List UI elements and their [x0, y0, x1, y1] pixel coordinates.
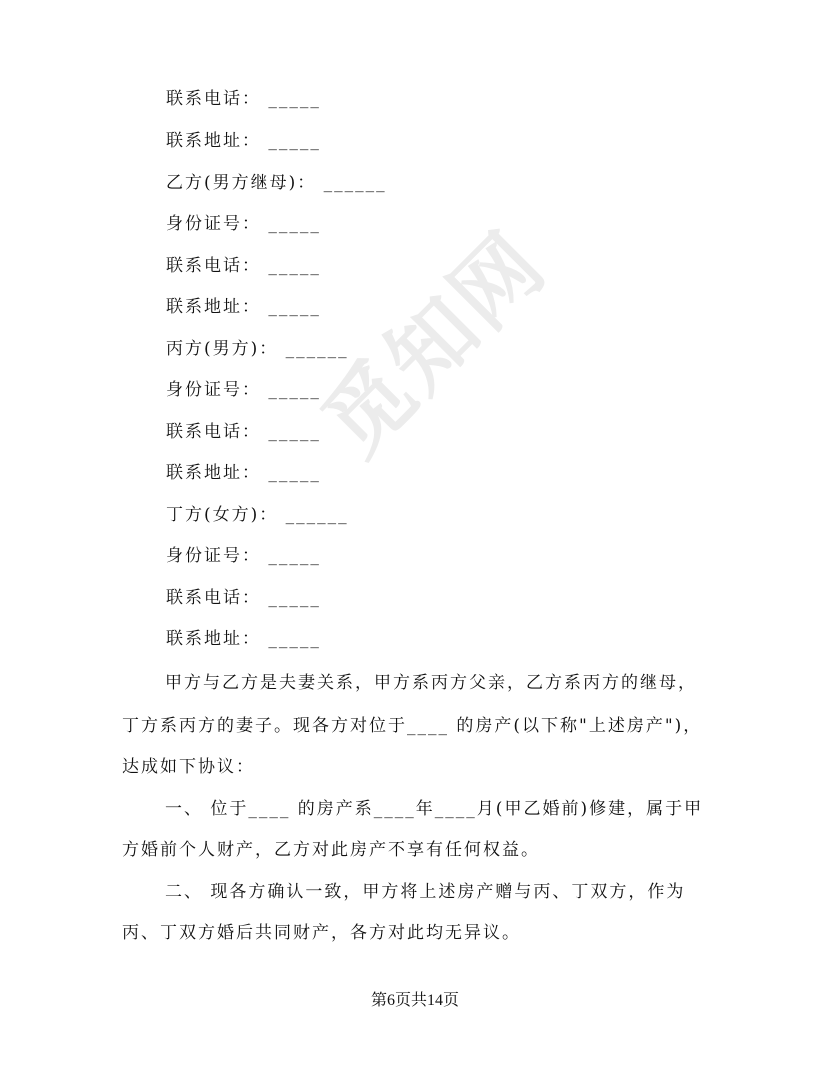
clause-two: 二、 现各方确认一致，甲方将上述房产赠与丙、丁双方，作为 — [165, 882, 686, 902]
field-contact-phone: 联系电话： _____ — [166, 256, 321, 276]
field-contact-phone: 联系电话： _____ — [166, 422, 321, 442]
clause-one: 一、 位于____ 的房产系____年____月(甲乙婚前)修建，属于甲 — [165, 799, 704, 819]
watermark: 觅知网 — [304, 213, 566, 475]
field-contact-address: 联系地址： _____ — [166, 131, 321, 151]
paragraph-line: 达成如下协议： — [122, 757, 255, 777]
field-party-d: 丁方(女方)： ______ — [166, 505, 349, 525]
field-id-number: 身份证号： _____ — [166, 214, 321, 234]
paragraph-line: 方婚前个人财产，乙方对此房产不享有任何权益。 — [122, 840, 540, 860]
page-number: 第6页共14页 — [370, 992, 459, 1009]
paragraph-line: 甲方与乙方是夫妻关系，甲方系丙方父亲，乙方系丙方的继母， — [165, 673, 697, 693]
field-id-number: 身份证号： _____ — [166, 546, 321, 566]
field-contact-address: 联系地址： _____ — [166, 629, 321, 649]
field-contact-address: 联系地址： _____ — [166, 463, 321, 483]
field-contact-phone: 联系电话： _____ — [166, 89, 321, 109]
field-contact-phone: 联系电话： _____ — [166, 588, 321, 608]
paragraph-line: 丙、丁双方婚后共同财产，各方对此均无异议。 — [122, 923, 521, 943]
field-id-number: 身份证号： _____ — [166, 380, 321, 400]
field-contact-address: 联系地址： _____ — [166, 297, 321, 317]
field-party-c: 丙方(男方)： ______ — [166, 339, 349, 359]
paragraph-line: 丁方系丙方的妻子。现各方对位于____ 的房产(以下称"上述房产")， — [122, 716, 703, 736]
field-party-b: 乙方(男方继母)： ______ — [166, 173, 387, 193]
